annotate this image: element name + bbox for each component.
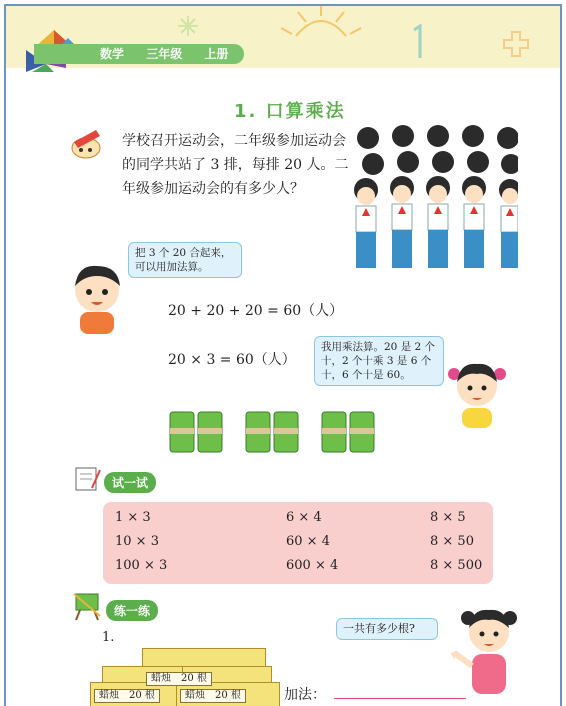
subject-label: 数学 [100, 47, 125, 61]
textbook-page [4, 4, 562, 706]
girl-bubble-text: 我用乘法算。20 是 2 个十，2 个十乘 3 是 6 个十，6 个十是 60。 [321, 341, 436, 381]
addition-answer-blank[interactable] [334, 698, 466, 699]
practice-section-badge: 练一练 [106, 600, 158, 621]
try-problem: 8 × 5 [430, 510, 466, 525]
plus-doodle-icon [502, 30, 530, 58]
number-one-doodle-icon [408, 24, 428, 60]
book-info [100, 45, 240, 62]
girl-pointing-icon [446, 596, 532, 702]
candle-box-label: 蜡烛 20 根 [180, 689, 246, 703]
notebook-icon [72, 464, 102, 492]
pencil-character-icon [66, 124, 106, 164]
try-practice-box [103, 502, 493, 584]
boy-speech-bubble [128, 242, 242, 278]
addition-answer-label: 加法： [284, 687, 326, 703]
lesson-title: 1. 口算乘法 [234, 101, 346, 122]
students-illustration [348, 124, 518, 274]
volume-label: 上册 [204, 47, 229, 61]
try-problem: 6 × 4 [286, 510, 322, 525]
sun-doodle-icon [276, 6, 366, 46]
boy-character-icon [66, 262, 128, 334]
girl-character-icon [446, 356, 508, 428]
try-problem: 600 × 4 [286, 558, 339, 573]
boy-bubble-text: 把 3 个 20 合起来，可以用加法算。 [135, 247, 232, 273]
multiplication-equation: 20 × 3 = 60（人） [168, 352, 296, 368]
try-problem: 1 × 3 [115, 510, 151, 525]
question-speech-bubble [336, 618, 438, 640]
try-problem: 60 × 4 [286, 534, 330, 549]
grade-label: 三年级 [146, 47, 183, 61]
try-problem: 10 × 3 [115, 534, 159, 549]
try-problem: 8 × 50 [430, 534, 474, 549]
easel-icon [70, 590, 104, 622]
sparkle-icon [176, 14, 200, 38]
try-problem: 100 × 3 [115, 558, 168, 573]
try-section-badge: 试一试 [104, 472, 156, 493]
addition-equation: 20 + 20 + 20 = 60（人） [168, 303, 344, 319]
try-problem: 8 × 500 [430, 558, 483, 573]
girl-speech-bubble [314, 336, 444, 386]
question-bubble-text: 一共有多少根? [343, 622, 415, 635]
stick-bundles-illustration [166, 406, 382, 456]
candle-box-label: 蜡烛 20 根 [146, 672, 212, 686]
problem-text: 学校召开运动会，二年级参加运动会的同学共站了 3 排，每排 20 人。二年级参加运动会的有多少人？ [122, 133, 349, 197]
candle-box-label: 蜡烛 20 根 [94, 689, 160, 703]
exercise-item-number: 1. [102, 630, 115, 645]
